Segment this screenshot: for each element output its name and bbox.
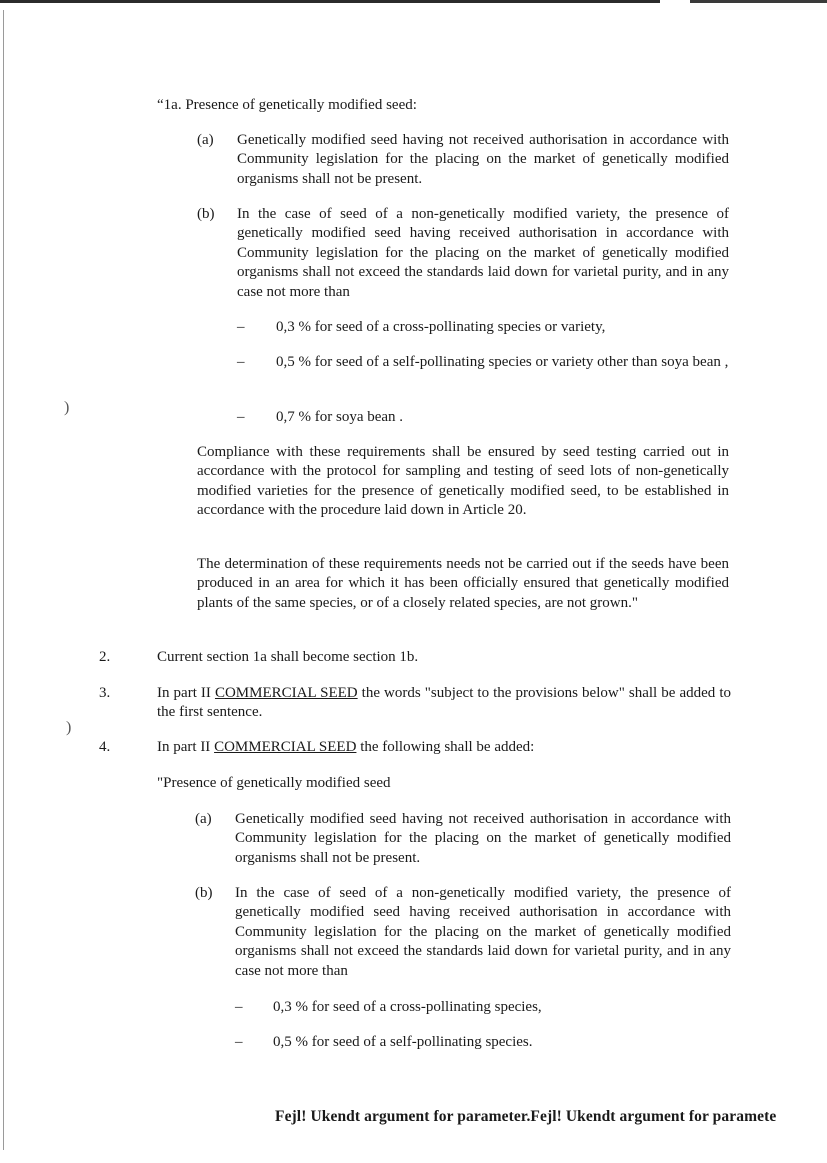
determination-paragraph: The determination of these requirements needs not be carried out if the seeds have been produced in an area for which it has been officially ensured that genetically modified plants of the same species, or of a closely related species, are not grown." (197, 556, 729, 611)
item-3-number: 3. (99, 685, 111, 701)
bullet-item: 0,5 % for seed of a self-pollinating species or variety other than soya bean , (276, 354, 729, 370)
scan-left-edge (3, 10, 4, 1150)
item-3-text (157, 684, 731, 723)
page-footer: Fejl! Ukendt argument for parameter.Fejl! Ukendt argument for paramete (275, 1108, 777, 1125)
bullet-item: 0,5 % for seed of a self-pollinating species. (273, 1034, 533, 1050)
punch-hole-mark: ) (66, 719, 72, 736)
commercial-seed-link: COMMERCIAL SEED (214, 685, 358, 701)
item-b-text: In the case of seed of a non-genetically modified variety, the presence of genetically modified seed having received authorisation in accordance with Community legislation for the placing on the market of genetically modified organisms shall not exceed the standards laid down for varietal purity, and in any case not more than (235, 885, 731, 979)
item-a-label: (a) (197, 132, 214, 148)
item-a-text: Genetically modified seed having not received authorisation in accordance with Community legislation for the placing on the market of genetically modified organisms shall not be present. (237, 132, 729, 187)
item-2-number: 2. (99, 649, 111, 665)
item-2-text: Current section 1a shall become section 1b. (157, 649, 419, 665)
item-b-label: (b) (195, 885, 213, 901)
item-4-suffix: the following shall be added: (360, 739, 535, 755)
item-4-prefix: In part II (157, 739, 211, 755)
bullet-dash: – (235, 1034, 243, 1050)
bullet-item: 0,7 % for soya bean . (276, 409, 404, 425)
scan-top-edge (0, 0, 827, 4)
bullet-item: 0,3 % for seed of a cross-pollinating species or variety, (276, 319, 606, 335)
bullet-dash: – (237, 354, 245, 370)
item-b-text: In the case of seed of a non-genetically modified variety, the presence of genetically modified seed having received authorisation in accordance with Community legislation for the placing on the market of genetically modified organisms shall not exceed the standards laid down for varietal purity, and in any case not more than (237, 206, 729, 300)
commercial-seed-link: COMMERCIAL SEED (214, 739, 357, 755)
section-1a-heading: “1a. Presence of genetically modified seed: (157, 97, 417, 113)
punch-hole-mark: ) (64, 399, 70, 416)
item-3-prefix: In part II (157, 685, 211, 701)
item-b-label: (b) (197, 206, 215, 222)
compliance-paragraph: Compliance with these requirements shall be ensured by seed testing carried out in accordance with the protocol for sampling and testing of seed lots of non-genetically modified varieties for the presence of genetically modified seed, to be established in accordance with the procedure laid down in Article 20. (197, 444, 729, 519)
item-4-number: 4. (99, 739, 111, 755)
bullet-item: 0,3 % for seed of a cross-pollinating species, (273, 999, 542, 1015)
item-a-label: (a) (195, 811, 212, 827)
item-a-text: Genetically modified seed having not received authorisation in accordance with Community legislation for the placing on the market of genetically modified organisms shall not be present. (235, 811, 731, 866)
bullet-dash: – (237, 409, 245, 425)
bullet-dash: – (235, 999, 243, 1015)
section-2-heading: "Presence of genetically modified seed (157, 775, 391, 791)
item-3-suffix: the words "subject to the provisions below" shall be added to the first sentence. (157, 685, 731, 721)
item-4-text (157, 738, 729, 757)
bullet-dash: – (237, 319, 245, 335)
